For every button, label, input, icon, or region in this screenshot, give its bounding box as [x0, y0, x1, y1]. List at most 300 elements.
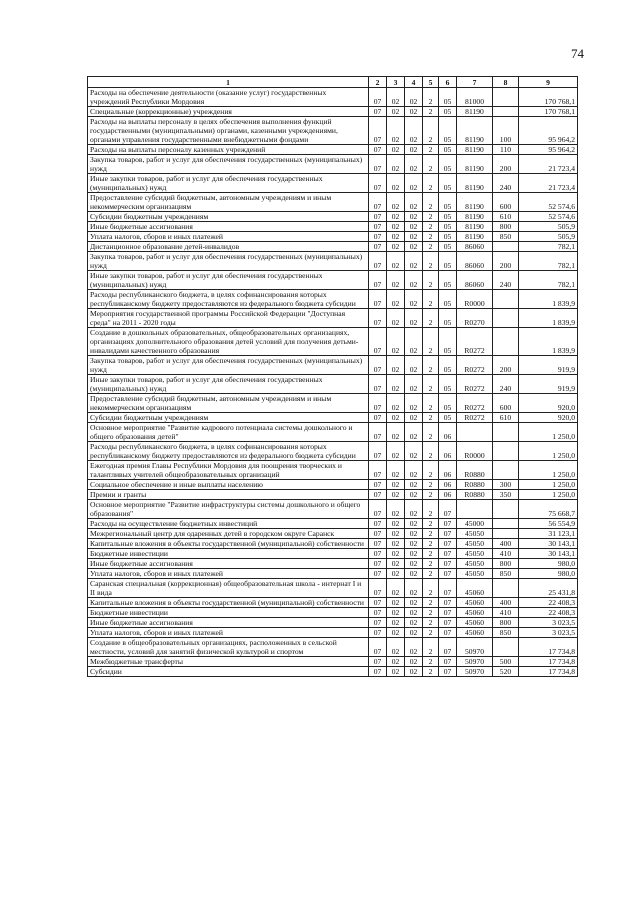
cell-activity: 07: [439, 579, 457, 598]
cell-subsection: 02: [387, 88, 405, 107]
table-row: [88, 490, 578, 500]
cell-activity: 06: [439, 480, 457, 490]
cell-activity: 07: [439, 628, 457, 638]
cell-subprogram: 2: [423, 174, 439, 193]
cell-section: 07: [369, 519, 387, 529]
cell-expense-type: 240: [493, 174, 519, 193]
cell-name: Уплата налогов, сборов и иных платежей: [88, 569, 369, 579]
table-row: [88, 193, 578, 212]
cell-program: 02: [405, 356, 423, 375]
cell-name: Дистанционное образование детей-инвалидов: [88, 242, 369, 252]
cell-subsection: 02: [387, 569, 405, 579]
cell-subsection: 02: [387, 500, 405, 519]
cell-name: Расходы республиканского бюджета, в целях софинансирования которых республиканскому бюджету предоставляются из федерального бюджета субсидии: [88, 290, 369, 309]
header-cell: 8: [493, 77, 519, 88]
cell-target-code: R0880: [457, 461, 493, 480]
cell-amount: 17 734,8: [519, 657, 578, 667]
cell-subprogram: 2: [423, 290, 439, 309]
cell-subprogram: 2: [423, 480, 439, 490]
cell-section: 07: [369, 500, 387, 519]
table-row: [88, 242, 578, 252]
table-row: [88, 107, 578, 117]
cell-subsection: 02: [387, 519, 405, 529]
table-row: [88, 442, 578, 461]
table-row: [88, 232, 578, 242]
cell-subprogram: 2: [423, 569, 439, 579]
table-row: [88, 638, 578, 657]
table-row: [88, 529, 578, 539]
cell-subsection: 02: [387, 117, 405, 145]
cell-program: 02: [405, 394, 423, 413]
cell-amount: 1 839,9: [519, 309, 578, 328]
cell-subprogram: 2: [423, 423, 439, 442]
table-row: [88, 461, 578, 480]
cell-program: 02: [405, 107, 423, 117]
cell-amount: 1 250,0: [519, 461, 578, 480]
cell-name: Расходы на обеспечение деятельности (оказание услуг) государственных учреждений Республики Мордовия: [88, 88, 369, 107]
cell-target-code: 81190: [457, 193, 493, 212]
cell-section: 07: [369, 107, 387, 117]
cell-subsection: 02: [387, 598, 405, 608]
cell-program: 02: [405, 193, 423, 212]
cell-section: 07: [369, 539, 387, 549]
cell-subsection: 02: [387, 442, 405, 461]
cell-amount: 170 768,1: [519, 88, 578, 107]
cell-target-code: 86060: [457, 252, 493, 271]
cell-name: Расходы на выплаты персоналу в целях обеспечения выполнения функций государственными (муниципальными) органами, казенными учреждениями, органами управления государственными внебюджетными фондами: [88, 117, 369, 145]
cell-program: 02: [405, 212, 423, 222]
cell-program: 02: [405, 667, 423, 677]
cell-section: 07: [369, 628, 387, 638]
cell-subsection: 02: [387, 290, 405, 309]
cell-activity: 07: [439, 608, 457, 618]
cell-activity: 06: [439, 423, 457, 442]
table-row: [88, 271, 578, 290]
cell-program: 02: [405, 559, 423, 569]
cell-subsection: 02: [387, 667, 405, 677]
cell-subprogram: 2: [423, 608, 439, 618]
cell-target-code: 81190: [457, 107, 493, 117]
cell-activity: 06: [439, 490, 457, 500]
cell-subsection: 02: [387, 549, 405, 559]
cell-subsection: 02: [387, 222, 405, 232]
cell-amount: 920,0: [519, 413, 578, 423]
cell-section: 07: [369, 549, 387, 559]
cell-activity: 07: [439, 618, 457, 628]
cell-activity: 05: [439, 394, 457, 413]
table-row: [88, 608, 578, 618]
cell-program: 02: [405, 618, 423, 628]
cell-activity: 05: [439, 88, 457, 107]
cell-activity: 05: [439, 375, 457, 394]
table-row: [88, 309, 578, 328]
cell-program: 02: [405, 579, 423, 598]
cell-name: Основное мероприятие "Развитие кадрового потенциала системы дошкольного и общего образования детей": [88, 423, 369, 442]
cell-target-code: 45000: [457, 519, 493, 529]
cell-expense-type: [493, 290, 519, 309]
cell-name: Расходы на выплаты персоналу казенных учреждений: [88, 145, 369, 155]
cell-name: Мероприятия государственной программы Российской Федерации "Доступная среда" на 2011 - 2020 годы: [88, 309, 369, 328]
cell-target-code: 45050: [457, 559, 493, 569]
cell-target-code: R0880: [457, 490, 493, 500]
cell-program: 02: [405, 174, 423, 193]
cell-name: Уплата налогов, сборов и иных платежей: [88, 232, 369, 242]
cell-target-code: 45050: [457, 539, 493, 549]
cell-expense-type: 800: [493, 618, 519, 628]
cell-expense-type: [493, 529, 519, 539]
table-row: [88, 579, 578, 598]
cell-activity: 05: [439, 413, 457, 423]
cell-name: Иные бюджетные ассигнования: [88, 222, 369, 232]
cell-subsection: 02: [387, 394, 405, 413]
cell-subprogram: 2: [423, 667, 439, 677]
cell-activity: 05: [439, 174, 457, 193]
cell-name: Межбюджетные трансферты: [88, 657, 369, 667]
cell-program: 02: [405, 598, 423, 608]
cell-amount: 3 023,5: [519, 618, 578, 628]
cell-activity: 07: [439, 667, 457, 677]
cell-section: 07: [369, 480, 387, 490]
page-number: 74: [571, 46, 584, 61]
cell-expense-type: 410: [493, 549, 519, 559]
table-row: [88, 252, 578, 271]
cell-expense-type: 850: [493, 628, 519, 638]
cell-expense-type: 200: [493, 252, 519, 271]
cell-activity: 05: [439, 193, 457, 212]
cell-amount: 505,9: [519, 232, 578, 242]
cell-target-code: 81190: [457, 145, 493, 155]
cell-activity: 07: [439, 657, 457, 667]
cell-amount: 21 723,4: [519, 155, 578, 174]
cell-section: 07: [369, 413, 387, 423]
cell-activity: 05: [439, 232, 457, 242]
cell-amount: 1 250,0: [519, 490, 578, 500]
cell-expense-type: 520: [493, 667, 519, 677]
cell-subprogram: 2: [423, 579, 439, 598]
cell-subprogram: 2: [423, 657, 439, 667]
cell-amount: 17 734,8: [519, 638, 578, 657]
cell-subprogram: 2: [423, 461, 439, 480]
cell-amount: 980,0: [519, 559, 578, 569]
cell-subsection: 02: [387, 480, 405, 490]
header-cell: 1: [88, 77, 369, 88]
cell-activity: 05: [439, 212, 457, 222]
cell-expense-type: 610: [493, 212, 519, 222]
cell-subsection: 02: [387, 232, 405, 242]
cell-name: Межрегиональный центр для одаренных детей в городском округе Саранск: [88, 529, 369, 539]
cell-name: Создание в общеобразовательных организациях, расположенных в сельской местности, условий для занятий физической культурой и спортом: [88, 638, 369, 657]
cell-activity: 05: [439, 107, 457, 117]
cell-program: 02: [405, 242, 423, 252]
cell-target-code: 45060: [457, 608, 493, 618]
cell-amount: 17 734,8: [519, 667, 578, 677]
cell-activity: 05: [439, 145, 457, 155]
cell-subprogram: 2: [423, 394, 439, 413]
cell-section: 07: [369, 394, 387, 413]
cell-expense-type: 200: [493, 356, 519, 375]
cell-amount: 30 143,1: [519, 549, 578, 559]
cell-amount: 52 574,6: [519, 193, 578, 212]
table-row: [88, 423, 578, 442]
cell-target-code: 50970: [457, 667, 493, 677]
cell-name: Предоставление субсидий бюджетным, автономным учреждениям и иным некоммерческим организациям: [88, 193, 369, 212]
budget-table: [87, 76, 578, 677]
cell-subsection: 02: [387, 309, 405, 328]
cell-expense-type: [493, 88, 519, 107]
cell-activity: 05: [439, 356, 457, 375]
cell-target-code: 81190: [457, 117, 493, 145]
table-row: [88, 394, 578, 413]
cell-subsection: 02: [387, 638, 405, 657]
cell-target-code: 45050: [457, 549, 493, 559]
cell-activity: 07: [439, 638, 457, 657]
cell-name: Саранская специальная (коррекционная) общеобразовательная школа - интернат I и II вида: [88, 579, 369, 598]
cell-section: 07: [369, 155, 387, 174]
cell-target-code: 86060: [457, 242, 493, 252]
cell-target-code: R0000: [457, 442, 493, 461]
cell-expense-type: 110: [493, 145, 519, 155]
table-row: [88, 657, 578, 667]
cell-amount: 22 408,3: [519, 608, 578, 618]
cell-section: 07: [369, 88, 387, 107]
cell-subprogram: 2: [423, 638, 439, 657]
cell-program: 02: [405, 117, 423, 145]
table-row: [88, 549, 578, 559]
cell-expense-type: 800: [493, 559, 519, 569]
cell-section: 07: [369, 608, 387, 618]
cell-subprogram: 2: [423, 628, 439, 638]
cell-expense-type: 400: [493, 539, 519, 549]
cell-expense-type: 410: [493, 608, 519, 618]
cell-section: 07: [369, 328, 387, 356]
cell-subprogram: 2: [423, 559, 439, 569]
cell-activity: 07: [439, 500, 457, 519]
cell-activity: 05: [439, 309, 457, 328]
cell-subsection: 02: [387, 242, 405, 252]
cell-amount: 980,0: [519, 569, 578, 579]
cell-name: Иные закупки товаров, работ и услуг для обеспечения государственных (муниципальных) нужд: [88, 271, 369, 290]
cell-subprogram: 2: [423, 500, 439, 519]
cell-subsection: 02: [387, 107, 405, 117]
cell-subsection: 02: [387, 375, 405, 394]
table-row: [88, 480, 578, 490]
cell-expense-type: 240: [493, 375, 519, 394]
cell-subsection: 02: [387, 174, 405, 193]
cell-program: 02: [405, 569, 423, 579]
cell-amount: 22 408,3: [519, 598, 578, 608]
cell-section: 07: [369, 638, 387, 657]
cell-amount: 782,1: [519, 242, 578, 252]
cell-program: 02: [405, 500, 423, 519]
cell-program: 02: [405, 328, 423, 356]
cell-subprogram: 2: [423, 413, 439, 423]
cell-target-code: 45050: [457, 569, 493, 579]
cell-amount: 75 668,7: [519, 500, 578, 519]
cell-activity: 07: [439, 549, 457, 559]
cell-name: Иные бюджетные ассигнования: [88, 559, 369, 569]
cell-subprogram: 2: [423, 271, 439, 290]
cell-program: 02: [405, 145, 423, 155]
cell-amount: 1 250,0: [519, 442, 578, 461]
cell-program: 02: [405, 657, 423, 667]
cell-name: Субсидии бюджетным учреждениям: [88, 212, 369, 222]
cell-section: 07: [369, 252, 387, 271]
cell-subprogram: 2: [423, 539, 439, 549]
cell-subprogram: 2: [423, 309, 439, 328]
cell-target-code: 81190: [457, 232, 493, 242]
cell-amount: 56 554,9: [519, 519, 578, 529]
cell-name: Иные закупки товаров, работ и услуг для обеспечения государственных (муниципальных) нужд: [88, 174, 369, 193]
cell-name: Расходы на осуществление бюджетных инвестиций: [88, 519, 369, 529]
cell-subsection: 02: [387, 461, 405, 480]
cell-program: 02: [405, 608, 423, 618]
cell-section: 07: [369, 271, 387, 290]
cell-activity: 05: [439, 242, 457, 252]
table-row: [88, 413, 578, 423]
cell-subsection: 02: [387, 356, 405, 375]
cell-target-code: 81190: [457, 222, 493, 232]
cell-amount: 31 123,1: [519, 529, 578, 539]
cell-activity: 06: [439, 461, 457, 480]
cell-section: 07: [369, 232, 387, 242]
cell-expense-type: 600: [493, 394, 519, 413]
table-row: [88, 559, 578, 569]
cell-section: 07: [369, 598, 387, 608]
cell-subsection: 02: [387, 579, 405, 598]
cell-amount: 95 964,2: [519, 145, 578, 155]
cell-program: 02: [405, 549, 423, 559]
cell-expense-type: 850: [493, 569, 519, 579]
table-row: [88, 222, 578, 232]
cell-name: Иные бюджетные ассигнования: [88, 618, 369, 628]
cell-program: 02: [405, 290, 423, 309]
cell-subprogram: 2: [423, 222, 439, 232]
header-cell: 6: [439, 77, 457, 88]
cell-target-code: 45060: [457, 579, 493, 598]
table-row: [88, 618, 578, 628]
cell-section: 07: [369, 222, 387, 232]
cell-program: 02: [405, 155, 423, 174]
cell-target-code: [457, 500, 493, 519]
cell-target-code: R0270: [457, 309, 493, 328]
table-row: [88, 145, 578, 155]
cell-section: 07: [369, 309, 387, 328]
cell-program: 02: [405, 413, 423, 423]
cell-activity: 05: [439, 328, 457, 356]
cell-subsection: 02: [387, 212, 405, 222]
cell-target-code: R0272: [457, 375, 493, 394]
cell-program: 02: [405, 222, 423, 232]
cell-target-code: R0880: [457, 480, 493, 490]
cell-expense-type: [493, 423, 519, 442]
cell-subprogram: 2: [423, 155, 439, 174]
cell-activity: 05: [439, 290, 457, 309]
cell-name: Закупка товаров, работ и услуг для обеспечения государственных (муниципальных) нужд: [88, 155, 369, 174]
cell-section: 07: [369, 423, 387, 442]
cell-expense-type: [493, 579, 519, 598]
cell-section: 07: [369, 618, 387, 628]
cell-activity: 07: [439, 598, 457, 608]
cell-program: 02: [405, 519, 423, 529]
table-row: [88, 375, 578, 394]
cell-expense-type: [493, 442, 519, 461]
cell-name: Основное мероприятие "Развитие инфраструктуры системы дошкольного и общего образования": [88, 500, 369, 519]
table-row: [88, 569, 578, 579]
cell-name: Ежегодная премия Главы Республики Мордовия для поощрения творческих и талантливых учителей общеобразовательных организаций: [88, 461, 369, 480]
cell-section: 07: [369, 667, 387, 677]
cell-name: Расходы республиканского бюджета, в целях софинансирования которых республиканскому бюджету предоставляются из федерального бюджета субсидии: [88, 442, 369, 461]
cell-expense-type: 500: [493, 657, 519, 667]
cell-subprogram: 2: [423, 107, 439, 117]
cell-amount: 920,0: [519, 394, 578, 413]
cell-target-code: [457, 423, 493, 442]
cell-subprogram: 2: [423, 490, 439, 500]
cell-activity: 05: [439, 252, 457, 271]
cell-amount: 505,9: [519, 222, 578, 232]
cell-expense-type: 300: [493, 480, 519, 490]
cell-expense-type: 600: [493, 193, 519, 212]
cell-activity: 07: [439, 529, 457, 539]
cell-subsection: 02: [387, 559, 405, 569]
cell-amount: 170 768,1: [519, 107, 578, 117]
cell-subprogram: 2: [423, 375, 439, 394]
cell-subsection: 02: [387, 628, 405, 638]
cell-target-code: 81000: [457, 88, 493, 107]
cell-section: 07: [369, 442, 387, 461]
cell-program: 02: [405, 480, 423, 490]
cell-subprogram: 2: [423, 529, 439, 539]
cell-program: 02: [405, 529, 423, 539]
cell-subsection: 02: [387, 423, 405, 442]
cell-section: 07: [369, 193, 387, 212]
cell-target-code: 50970: [457, 638, 493, 657]
cell-subprogram: 2: [423, 252, 439, 271]
cell-target-code: 81190: [457, 155, 493, 174]
cell-target-code: R0272: [457, 413, 493, 423]
cell-amount: 1 250,0: [519, 480, 578, 490]
cell-subprogram: 2: [423, 145, 439, 155]
cell-target-code: R0272: [457, 356, 493, 375]
cell-program: 02: [405, 539, 423, 549]
table-row: [88, 598, 578, 608]
cell-activity: 07: [439, 519, 457, 529]
cell-section: 07: [369, 212, 387, 222]
cell-subsection: 02: [387, 271, 405, 290]
table-body: [88, 88, 578, 677]
cell-name: Специальные (коррекционные) учреждения: [88, 107, 369, 117]
cell-expense-type: 240: [493, 271, 519, 290]
cell-program: 02: [405, 271, 423, 290]
cell-name: Предоставление субсидий бюджетным, автономным учреждениям и иным некоммерческим организациям: [88, 394, 369, 413]
cell-section: 07: [369, 490, 387, 500]
table-row: [88, 174, 578, 193]
cell-target-code: R0272: [457, 328, 493, 356]
cell-name: Субсидии бюджетным учреждениям: [88, 413, 369, 423]
cell-amount: 1 839,9: [519, 290, 578, 309]
cell-amount: 1 250,0: [519, 423, 578, 442]
cell-subprogram: 2: [423, 117, 439, 145]
cell-expense-type: [493, 519, 519, 529]
cell-subprogram: 2: [423, 356, 439, 375]
cell-subsection: 02: [387, 155, 405, 174]
cell-amount: 21 723,4: [519, 174, 578, 193]
cell-amount: 30 143,1: [519, 539, 578, 549]
cell-subsection: 02: [387, 539, 405, 549]
cell-expense-type: 350: [493, 490, 519, 500]
cell-expense-type: [493, 500, 519, 519]
cell-subprogram: 2: [423, 519, 439, 529]
cell-program: 02: [405, 232, 423, 242]
